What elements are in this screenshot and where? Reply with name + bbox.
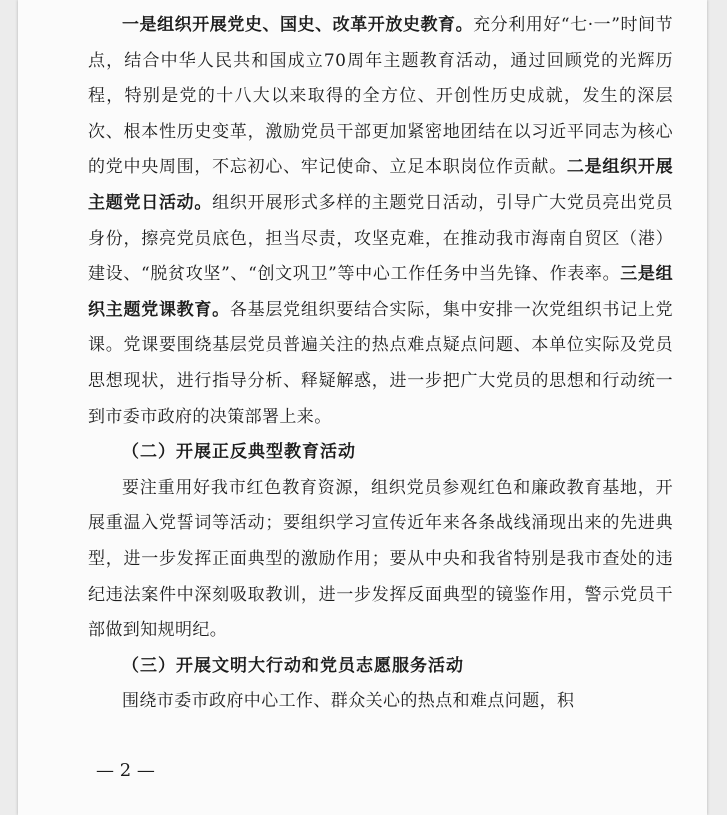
paragraph-1-text-2: 组织开展形式多样的主题党日活动，引导广大党员亮出党员身份，擦亮党员底色，担当尽责，攻坚克难，在推动我市海南自贸区（港）建设、“脱贫攻坚”、“创文巩卫”等中心工作任务中当先锋、作表率。 — [88, 192, 673, 285]
paragraph-1 — [88, 8, 673, 435]
bold-lead-2: 二是组织开展主题党日活动。 — [88, 157, 673, 213]
document-page — [18, 0, 707, 815]
paragraph-3: 围绕市委市政府中心工作、群众关心的热点和难点问题，积 — [122, 691, 575, 712]
bold-lead-1: 一是组织开展党史、国史、改革开放史教育。 — [122, 15, 474, 35]
paragraph-1-text-1: 充分利用好“七·一”时间节点，结合中华人民共和国成立70周年主题教育活动，通过回顾党的光辉历程，特别是党的十八大以来取得的全方位、开创性历史成就，发生的深层次、根本性历史变革，激励党员干部更加紧密地团结在以习近平同志为核心的党中央周围，不忘初心、牢记使命、立足本职岗位作贡献。 — [88, 15, 673, 178]
page-number: — 2 — — [96, 760, 155, 781]
bold-lead-3: 三是组织主题党课教育。 — [88, 264, 674, 320]
document-body — [88, 8, 673, 720]
paragraph-1-text-3: 各基层党组织要结合实际，集中安排一次党组织书记上党课。党课要围绕基层党员普遍关注的热点难点疑点问题、本单位实际及党员思想现状，进行指导分析、释疑解惑，进一步把广大党员的思想和行动统一到市委市政府的决策部署上来。 — [88, 299, 674, 427]
section-heading-2: （二）开展正反典型教育活动 — [122, 442, 356, 463]
paragraph-2: 要注重用好我市红色教育资源，组织党员参观红色和廉政教育基地，开展重温入党誓词等活动；要组织学习宣传近年来各条战线涌现出来的先进典型，进一步发挥正面典型的激励作用；要从中央和我省特别是我市查处的违纪违法案件中深刻吸取教训，进一步发挥反面典型的镜鉴作用，警示党员干部做到知规明纪。 — [88, 477, 673, 641]
section-heading-3: （三）开展文明大行动和党员志愿服务活动 — [122, 655, 464, 676]
